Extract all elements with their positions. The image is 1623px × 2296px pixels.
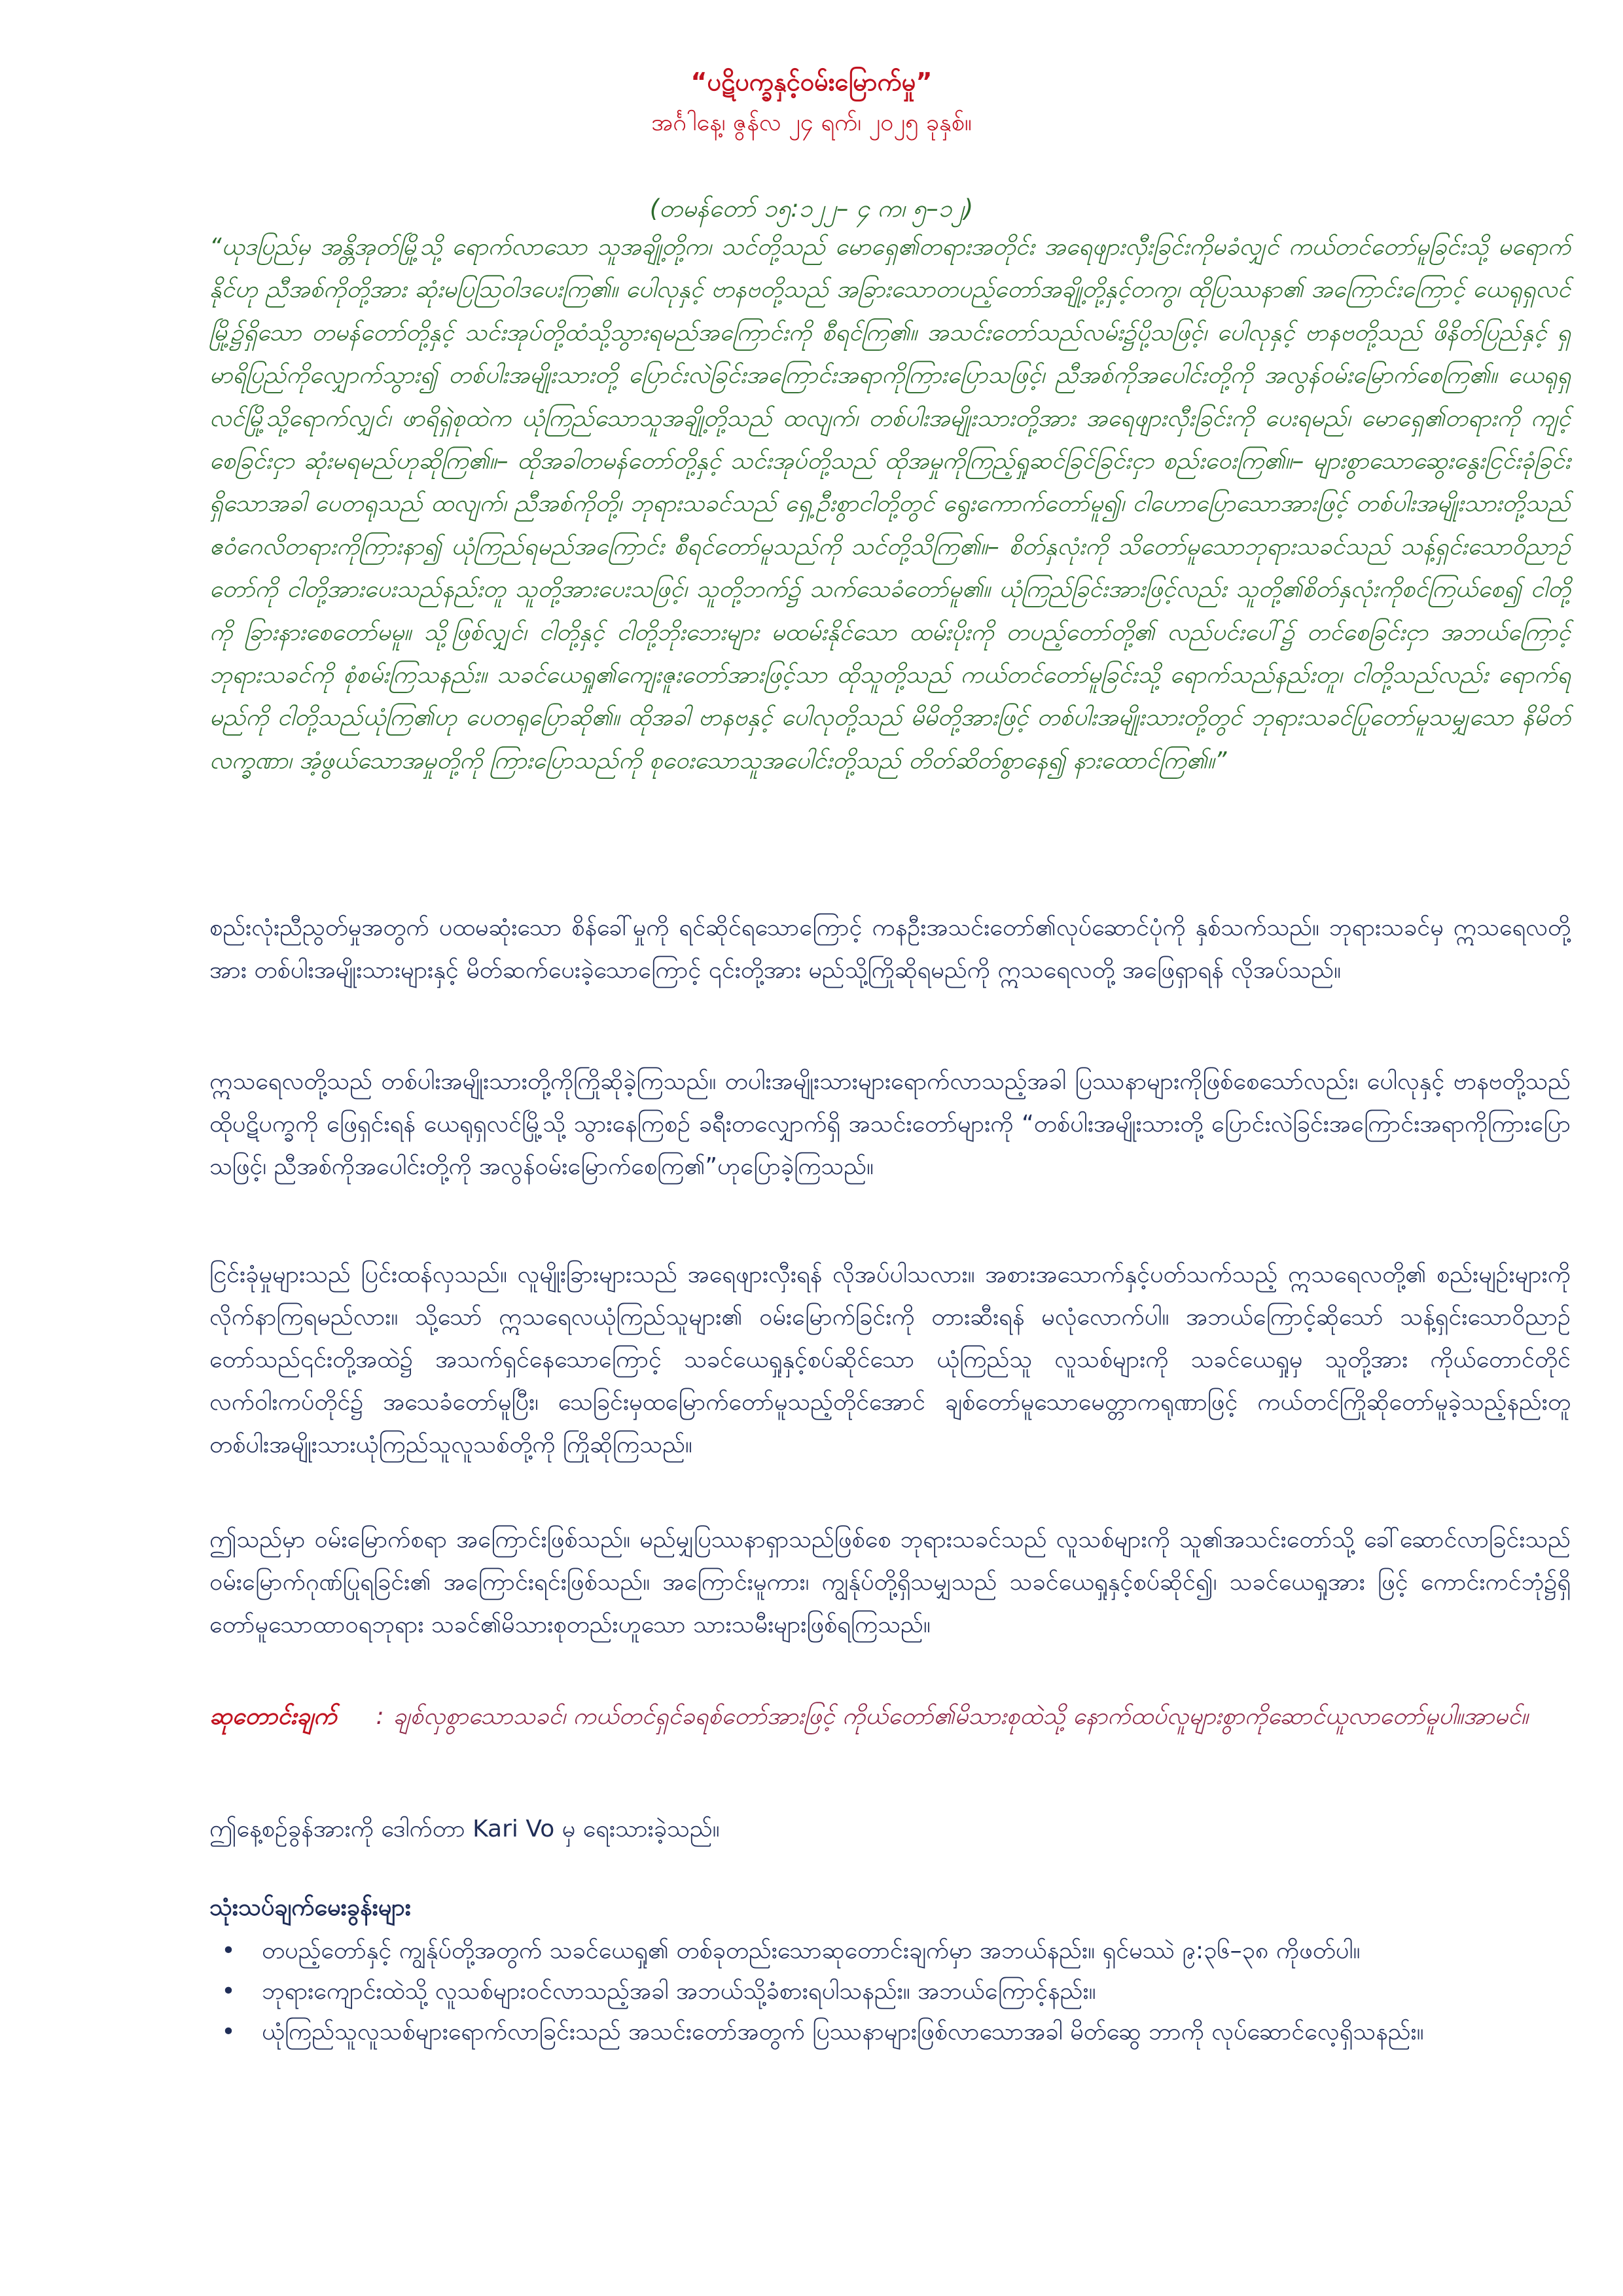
question-text: တပည့်တော်နှင့် ကျွန်ုပ်တို့အတွက် သခင်ယေရှု၏ တစ်ခုတည်းသောဆုတောင်းချက်မှာ အဘယ်နည်း။ ရှင်မဿဲ ၉:၃၆–၃၈ ကိုဖတ်ပါ။ xyxy=(262,1937,1361,1964)
list-item xyxy=(209,2012,1571,2053)
body-paragraph-2: ဣသရေလတို့သည် တစ်ပါးအမျိုးသားတို့ကိုကြိုဆိုခဲ့ကြသည်။ တပါးအမျိုးသားများရောက်လာသည့်အခါ ပြဿနာများကိုဖြစ်စေသော်လည်း၊ ပေါလုနှင့် ဗာနဗတို့သည်ထိုပဋိပက္ခကို ဖြေရှင်းရန် ယေရုရှလင်မြို့သို့ သွားနေကြစဉ် ခရီးတလျှောက်ရှိ အသင်းတော်များကို “တစ်ပါးအမျိုးသားတို့ ပြောင်းလဲခြင်းအကြောင်းအရာကိုကြားပြောသဖြင့်၊ ညီအစ်ကိုအပေါင်းတို့ကို အလွန်ဝမ်းမြောက်စေကြ၏”ဟုပြောခဲ့ကြသည်။ xyxy=(209,1068,1571,1180)
reflection-questions-heading: သုံးသပ်ချက်မေးခွန်းများ xyxy=(209,1894,411,1921)
devotional-date: အင်္ဂါနေ့၊ ဇွန်လ ၂၄ ရက်၊ ၂၀၂၅ ခုနှစ်။ xyxy=(651,109,972,136)
question-text: ဘုရားကျောင်းထဲသို့ လူသစ်များဝင်လာသည့်အခါ အဘယ်သို့ခံစားရပါသနည်း။ အဘယ်ကြောင့်နည်း။ xyxy=(262,1978,1096,2005)
prayer-colon: : xyxy=(376,1703,384,1730)
body-paragraph-4: ဤသည်မှာ ဝမ်းမြောက်စရာ အကြောင်းဖြစ်သည်။ မည်မျှပြဿနာရှာသည်ဖြစ်စေ ဘုရားသခင်သည် လူသစ်များကို သူ၏အသင်းတော်သို့ ခေါ်ဆောင်လာခြင်းသည် ဝမ်းမြောက်ဂုဏ်ပြုရခြင်း၏ အကြောင်းရင်းဖြစ်သည်။ အကြောင်းမူကား၊ ကျွန်ုပ်တို့ရှိသမျှသည် သခင်ယေရှုနှင့်စပ်ဆိုင်၍၊ သခင်ယေရှုအား ဖြင့် ကောင်းကင်ဘုံ၌ရှိတော်မူသောထာဝရဘုရား သခင်၏မိသားစုတည်းဟူသော သားသမီးများဖြစ်ရကြသည်။ xyxy=(209,1526,1571,1638)
reflection-questions-list xyxy=(209,1931,1571,2053)
bullet-icon: • xyxy=(221,1937,236,1964)
prayer xyxy=(209,1695,1571,1738)
list-item xyxy=(209,1971,1571,2012)
question-text: ယုံကြည်သူလူသစ်များရောက်လာခြင်းသည် အသင်းတော်အတွက် ပြဿနာများဖြစ်လာသောအခါ မိတ်ဆွေ ဘာကို လုပ်ဆောင်လေ့ရှိသနည်း။ xyxy=(262,2018,1424,2045)
author-credit: ဤနေ့စဉ်ခွန်အားကို ဒေါက်တာ Kari Vo မှ ရေးသားခဲ့သည်။ xyxy=(209,1816,720,1842)
bullet-icon: • xyxy=(221,1978,236,2005)
scripture-reference: (တမန်တော် ၁၅:၁၂၂– ၄ က၊ ၅–၁၂) xyxy=(649,194,974,223)
prayer-label: ဆုတောင်းချက် xyxy=(209,1703,337,1730)
body-paragraph-3: ငြင်းခုံမှုများသည် ပြင်းထန်လှသည်။ လူမျိုးခြားများသည် အရေဖျားလှီးရန် လိုအပ်ပါသလား။ အစားအသောက်နှင့်ပတ်သက်သည့် ဣသရေလတို့၏ စည်းမျဉ်းများကို လိုက်နာကြရမည်လား။ သို့သော် ဣသရေလယုံကြည်သူများ၏ ဝမ်းမြောက်ခြင်းကို တားဆီးရန် မလုံလောက်ပါ။ အဘယ်ကြောင့်ဆိုသော် သန့်ရှင်းသောဝိညာဉ်တော်သည်၎င်းတို့အထဲ၌ အသက်ရှင်နေသောကြောင့် သခင်ယေရှုနှင့်စပ်ဆိုင်သော ယုံကြည်သူ လူသစ်များကို သခင်ယေရှုမှ သူတို့အား ကိုယ်တောင်တိုင် လက်ဝါးကပ်တိုင်၌ အသေခံတော်မူပြီး၊ သေခြင်းမှထမြောက်တော်မူသည့်တိုင်အောင် ချစ်တော်မူသောမေတ္တာကရုဏာဖြင့် ကယ်တင်ကြိုဆိုတော်မူခဲ့သည့်နည်းတူ တစ်ပါးအမျိုးသားယုံကြည်သူလူသစ်တို့ကို ကြိုဆိုကြသည်။ xyxy=(209,1261,1571,1458)
body-paragraph-1: စည်းလုံးညီညွတ်မှုအတွက် ပထမဆုံးသော စိန်ခေါ်မှုကို ရင်ဆိုင်ရသောကြောင့် ကနဦးအသင်းတော်၏လုပ်ဆောင်ပုံကို နှစ်သက်သည်။ ဘုရားသခင်မှ ဣသရေလတို့အား တစ်ပါးအမျိုးသားများနှင့် မိတ်ဆက်ပေးခဲ့သောကြောင့် ၎င်းတို့အား မည်သို့ကြိုဆိုရမည်ကို ဣသရေလတို့ အဖြေရှာရန် လိုအပ်သည်။ xyxy=(209,914,1571,984)
prayer-text: ချစ်လှစွာသောသခင်၊ ကယ်တင်ရှင်ခရစ်တော်အားဖြင့် ကိုယ်တော်၏မိသားစုထဲသို့ နောက်ထပ်လူများစွာကိုဆောင်ယူလာတော်မူပါ။အာမင်။ xyxy=(393,1703,1529,1730)
devotional-title: “ပဋိပက္ခနှင့်ဝမ်းမြောက်မှု” xyxy=(690,67,933,96)
bullet-icon: • xyxy=(221,2018,236,2045)
scripture-passage: “ယုဒပြည်မှ အန္တိအုတ်မြို့သို့ ရောက်လာသော သူအချို့တို့က၊ သင်တို့သည် မောရှေ၏တရားအတိုင်း အရေဖျားလှီးခြင်းကိုမခံလျှင် ကယ်တင်တော်မူခြင်းသို့ မရောက်နိုင်ဟု ညီအစ်ကိုတို့အား ဆုံးမပြဩဝါဒပေးကြ၏။ ပေါလုနှင့် ဗာနဗတို့သည် အခြားသောတပည့်တော်အချို့တို့နှင့်တကွ၊ ထိုပြဿနာ၏ အကြောင်းကြောင့် ယေရုရှလင်မြို့၌ရှိသော တမန်တော်တို့နှင့် သင်းအုပ်တို့ထံသို့သွားရမည်အကြောင်းကို စီရင်ကြ၏။ အသင်းတော်သည်လမ်း၌ပို့သဖြင့်၊ ပေါလုနှင့် ဗာနဗတို့သည် ဖိနိတ်ပြည်နှင့် ရှမာရိပြည်ကိုလျှောက်သွား၍ တစ်ပါးအမျိုးသားတို့ ပြောင်းလဲခြင်းအကြောင်းအရာကိုကြားပြောသဖြင့်၊ ညီအစ်ကိုအပေါင်းတို့ကို အလွန်ဝမ်းမြောက်စေကြ၏။ ယေရုရှလင်မြို့သို့ရောက်လျှင်၊ ဖာရိရှဲစုထဲက ယုံကြည်သောသူအချို့တို့သည် ထလျက်၊ တစ်ပါးအမျိုးသားတို့အား အရေဖျားလှီးခြင်းကို ပေးရမည်၊ မောရှေ၏တရားကို ကျင့်စေခြင်းငှာ ဆုံးမရမည်ဟုဆိုကြ၏။– ထိုအခါတမန်တော်တို့နှင့် သင်းအုပ်တို့သည် ထိုအမှုကိုကြည့်ရှုဆင်ခြင်ခြင်းငှာ စည်းဝေးကြ၏။– များစွာသောဆွေးနွေးငြင်းခုံခြင်း ရှိသောအခါ ပေတရုသည် ထလျက်၊ ညီအစ်ကိုတို့၊ ဘုရားသခင်သည် ရှေ့ဦးစွာငါတို့တွင် ရွေးကောက်တော်မူ၍၊ ငါဟောပြောသောအားဖြင့် တစ်ပါးအမျိုးသားတို့သည် ဧဝံဂေလိတရားကိုကြားနာ၍ ယုံကြည်ရမည်အကြောင်း စီရင်တော်မူသည်ကို သင်တို့သိကြ၏။– စိတ်နှလုံးကို သိတော်မူသောဘုရားသခင်သည် သန့်ရှင်းသောဝိညာဉ်တော်ကို ငါတို့အားပေးသည်နည်းတူ သူတို့အားပေးသဖြင့်၊ သူတို့ဘက်၌ သက်သေခံတော်မူ၏။ ယုံကြည်ခြင်းအားဖြင့်လည်း သူတို့၏စိတ်နှလုံးကိုစင်ကြယ်စေ၍ ငါတို့ကို ခြားနားစေတော်မမူ။ သို့ဖြစ်လျှင်၊ ငါတို့နှင့် ငါတို့ဘိုးဘေးများ မထမ်းနိုင်သော ထမ်းပိုးကို တပည့်တော်တို့၏ လည်ပင်းပေါ်၌ တင်စေခြင်းငှာ အဘယ်ကြောင့် ဘုရားသခင်ကို စုံစမ်းကြသနည်း။ သခင်ယေရှု၏ကျေးဇူးတော်အားဖြင့်သာ ထိုသူတို့သည် ကယ်တင်တော်မူခြင်းသို့ ရောက်သည်နည်းတူ၊ ငါတို့သည်လည်း ရောက်ရမည်ကို ငါတို့သည်ယုံကြ၏ဟု ပေတရုပြောဆို၏။ ထိုအခါ ဗာနဗနှင့် ပေါလုတို့သည် မိမိတို့အားဖြင့် တစ်ပါးအမျိုးသားတို့တွင် ဘုရားသခင်ပြုတော်မူသမျှသော နိမိတ်လက္ခဏာ၊ အံ့ဖွယ်သောအမှုတို့ကို ကြားပြောသည်ကို စုဝေးသောသူအပေါင်းတို့သည် တိတ်ဆိတ်စွာနေ၍ နားထောင်ကြ၏။” xyxy=(209,234,1571,774)
list-item xyxy=(209,1931,1571,1971)
